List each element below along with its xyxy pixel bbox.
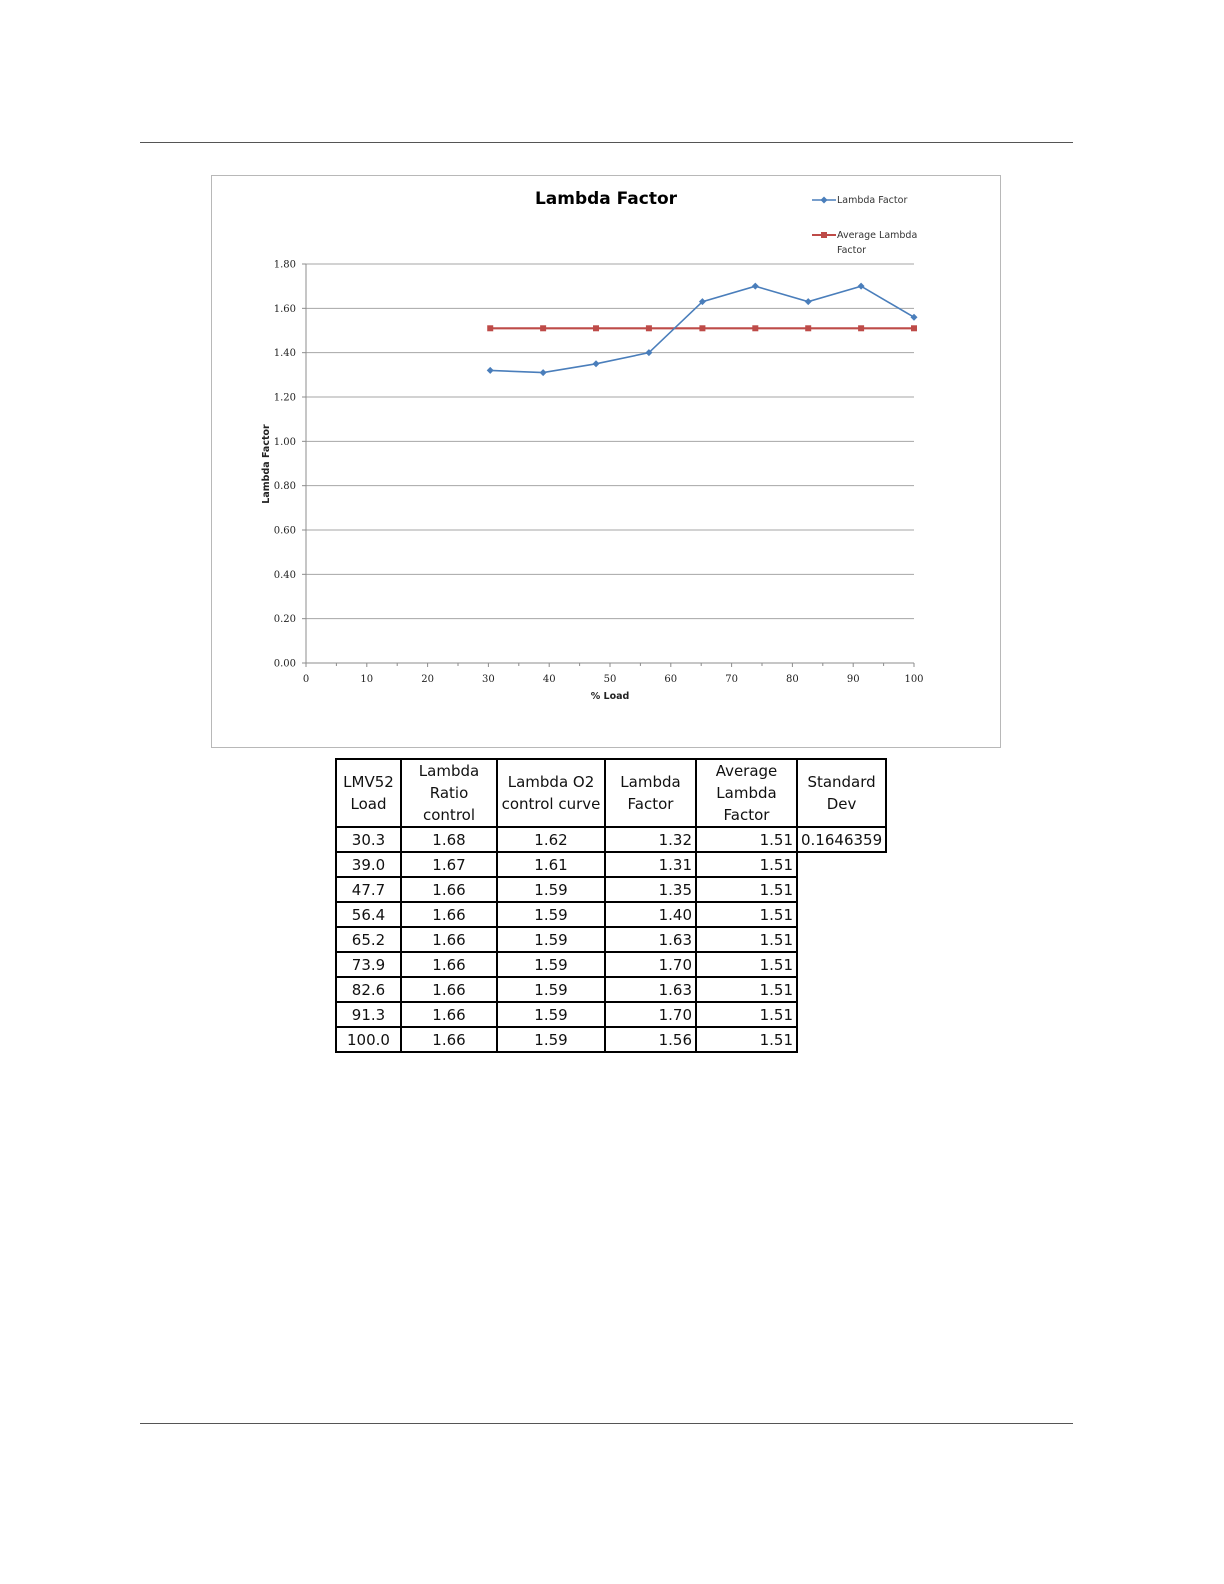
y-tick-label: 1.20 [273,392,296,404]
header-standard-dev [797,759,886,827]
cell-o2-curve: 1.59 [497,902,605,927]
cell-o2-curve: 1.59 [497,952,605,977]
table-row [336,927,886,952]
legend-average-label-2: Factor [837,245,867,256]
header-text: Lambda [620,773,681,791]
cell-load: 56.4 [336,902,401,927]
empty-cell [797,852,886,877]
cell-lambda-factor: 1.70 [605,952,696,977]
legend [812,195,917,256]
x-tick-label: 0 [302,674,310,685]
header-text: Lambda [418,762,480,780]
header-text: control [423,806,475,824]
cell-lambda-factor: 1.56 [605,1027,696,1052]
chart-frame [211,175,1001,748]
cell-o2-curve: 1.59 [497,1002,605,1027]
average-lambda-point [593,325,599,331]
header-text: Standard [807,773,876,791]
cell-o2-curve: 1.59 [497,977,605,1002]
empty-cell [797,877,886,902]
cell-o2-curve: 1.59 [497,927,605,952]
lambda-factor-point [911,314,918,321]
header-text: Lambda O2 [507,773,595,791]
cell-o2-curve: 1.61 [497,852,605,877]
x-tick-label: 100 [904,674,924,685]
cell-ratio-control: 1.66 [401,1002,497,1027]
cell-o2-curve: 1.59 [497,1027,605,1052]
legend-average-label-1: Average Lambda [837,230,918,241]
table-row [336,902,886,927]
header-text: Ratio [429,784,469,802]
header-text: Dev [826,795,857,813]
header-lmv52-load [336,759,401,827]
y-tick-label: 1.40 [273,348,296,360]
cell-load: 82.6 [336,977,401,1002]
cell-o2-curve: 1.62 [497,827,605,852]
table-row [336,977,886,1002]
average-lambda-point [752,325,758,331]
cell-ratio-control: 1.66 [401,902,497,927]
cell-average: 1.51 [696,1002,797,1027]
axes [274,260,924,686]
y-tick-label: 1.00 [273,436,296,448]
cell-standard-dev: 0.1646359 [797,827,886,852]
header-text: Lambda [716,784,777,802]
cell-load: 91.3 [336,1002,401,1027]
table-row [336,1027,886,1052]
cell-o2-curve: 1.59 [497,877,605,902]
lambda-factor-point [487,367,494,374]
x-tick-label: 10 [360,674,374,685]
cell-ratio-control: 1.66 [401,927,497,952]
average-lambda-point [805,325,811,331]
lambda-factor-point [540,369,547,376]
average-lambda-point [646,325,652,331]
header-text: Factor [723,806,770,824]
lambda-factor-point [752,283,759,290]
table-row [336,827,886,852]
cell-lambda-factor: 1.70 [605,1002,696,1027]
table-row [336,952,886,977]
lambda-factor-point [858,283,865,290]
lambda-data-table [335,758,887,1053]
cell-lambda-factor: 1.32 [605,827,696,852]
empty-cell [797,927,886,952]
cell-lambda-factor: 1.63 [605,977,696,1002]
cell-load: 39.0 [336,852,401,877]
x-tick-label: 50 [603,674,617,685]
cell-average: 1.51 [696,952,797,977]
cell-load: 65.2 [336,927,401,952]
x-tick-label: 40 [542,674,556,685]
x-tick-label: 80 [786,674,799,685]
empty-cell [797,977,886,1002]
legend-lambda-label: Lambda Factor [837,195,908,206]
table-row [336,877,886,902]
cell-lambda-factor: 1.63 [605,927,696,952]
cell-average: 1.51 [696,1027,797,1052]
header-lambda-o2-control-curve [497,759,605,827]
legend-average-marker [821,232,827,238]
cell-load: 30.3 [336,827,401,852]
cell-average: 1.51 [696,902,797,927]
grid-lines [306,264,914,619]
header-text: Load [350,795,387,813]
average-lambda-point [911,325,917,331]
x-tick-label: 90 [846,674,860,685]
x-axis-title: % Load [590,691,630,702]
footer-rule [140,1423,1073,1424]
x-tick-label: 20 [421,674,434,685]
average-lambda-point [487,325,493,331]
x-tick-label: 30 [482,674,495,685]
y-tick-label: 0.20 [273,614,296,626]
average-lambda-point [540,325,546,331]
x-tick-label: 60 [664,674,678,685]
cell-load: 47.7 [336,877,401,902]
cell-ratio-control: 1.68 [401,827,497,852]
y-tick-label: 0.80 [273,481,296,493]
table-row [336,1002,886,1027]
header-text: Average [715,762,778,780]
lambda-factor-point [593,360,600,367]
cell-ratio-control: 1.66 [401,977,497,1002]
cell-lambda-factor: 1.31 [605,852,696,877]
chart-title: Lambda Factor [534,189,678,209]
cell-load: 73.9 [336,952,401,977]
lambda-factor-point [805,298,812,305]
lambda-factor-chart [212,176,1002,749]
cell-lambda-factor: 1.40 [605,902,696,927]
header-lambda-ratio-control [401,759,497,827]
cell-ratio-control: 1.66 [401,877,497,902]
header-text: Factor [627,795,674,813]
series [487,283,918,376]
cell-ratio-control: 1.66 [401,952,497,977]
table-row [336,852,886,877]
y-tick-label: 1.80 [273,259,296,271]
header-text: control curve [501,795,601,813]
cell-average: 1.51 [696,852,797,877]
average-lambda-point [858,325,864,331]
table-header-row [336,759,886,827]
empty-cell [797,902,886,927]
legend-lambda-marker [821,197,828,204]
cell-average: 1.51 [696,827,797,852]
cell-average: 1.51 [696,877,797,902]
header-text: LMV52 [343,773,394,791]
empty-cell [797,1027,886,1052]
cell-average: 1.51 [696,927,797,952]
y-tick-label: 0.60 [273,525,296,537]
x-tick-label: 70 [725,674,738,685]
header-rule [140,142,1073,143]
cell-average: 1.51 [696,977,797,1002]
cell-ratio-control: 1.67 [401,852,497,877]
y-tick-label: 0.40 [273,569,296,581]
y-tick-label: 0.00 [273,658,296,670]
average-lambda-point [699,325,705,331]
empty-cell [797,952,886,977]
empty-cell [797,1002,886,1027]
cell-lambda-factor: 1.35 [605,877,696,902]
y-tick-label: 1.60 [273,303,296,315]
header-average-lambda-factor [696,759,797,827]
cell-ratio-control: 1.66 [401,1027,497,1052]
cell-load: 100.0 [336,1027,401,1052]
header-lambda-factor [605,759,696,827]
y-axis-title: Lambda Factor [261,424,272,504]
